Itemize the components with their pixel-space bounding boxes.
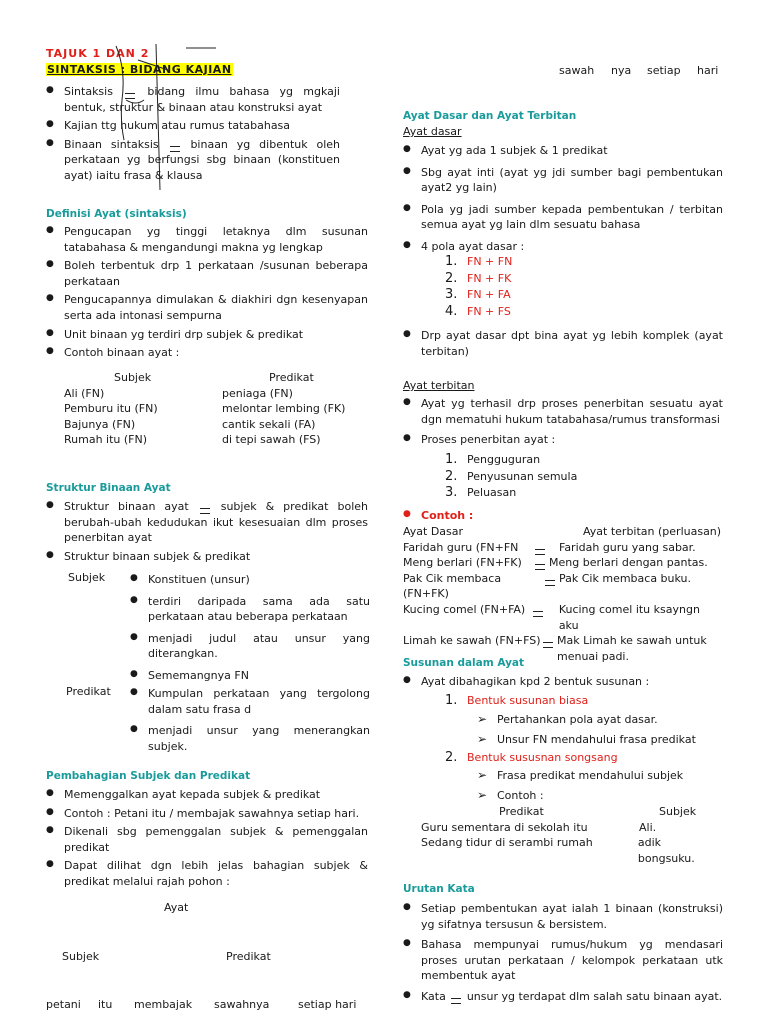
list-item: ➢ Pertahankan pola ayat dasar. xyxy=(403,712,723,728)
songsang-points xyxy=(403,768,723,807)
urutan-list xyxy=(403,901,723,1008)
table-cell: Rumah itu (FN) xyxy=(64,433,148,447)
definisi-list xyxy=(46,224,368,364)
subjek-points xyxy=(130,572,370,687)
list-item: ● Contoh binaan ayat : xyxy=(46,345,368,361)
col-header: Ayat terbitan (perluasan) xyxy=(583,525,722,538)
list-item: ● Struktur binaan subjek & predikat xyxy=(46,549,368,565)
list-item: ● Sememangnya FN xyxy=(130,668,370,684)
table-header: Subjek xyxy=(114,371,152,384)
tree-leaf: hari xyxy=(697,64,719,77)
list-item: ● Drp ayat dasar dpt bina ayat yg lebih komplek (ayat terbitan) xyxy=(403,328,723,359)
pembahagian-list xyxy=(46,787,368,893)
ayat-dasar-list xyxy=(403,143,723,258)
susunan-biasa xyxy=(403,693,723,710)
table-row: Kucing comel (FN+FA) Kucing comel itu ksayngn aku xyxy=(403,603,700,632)
col-header: Subjek xyxy=(659,805,697,818)
table-row: Meng berlari (FN+FK) Meng berlari dengan pantas. xyxy=(403,556,708,570)
pola-list xyxy=(403,254,723,320)
list-item: ● 4 pola ayat dasar : xyxy=(403,239,723,255)
contoh-comparison xyxy=(403,524,723,664)
list-item: ● Kata unsur yg terdapat dlm salah satu binaan ayat. xyxy=(403,989,723,1005)
list-item: 2. Bentuk sususnan songsang xyxy=(445,750,618,765)
equals-mark xyxy=(533,611,543,617)
contoh-table xyxy=(64,370,364,448)
table-header: Predikat xyxy=(269,371,314,384)
col-header: Predikat xyxy=(499,805,544,818)
equals-mark xyxy=(451,998,461,1004)
table-cell: Pemburu itu (FN) xyxy=(64,402,158,416)
tree-leaf: sawah xyxy=(559,64,595,77)
proses-list xyxy=(403,452,723,502)
table-cell: Bajunya (FN) xyxy=(64,417,136,431)
list-item: ● Sintaksis bidang ilmu bahasa yg mgkaji bentuk, struktur & binaan atau konstruksi ayat xyxy=(46,84,340,115)
list-item: ● Contoh : Petani itu / membajak sawahnya setiap hari. xyxy=(46,806,368,822)
table-row: Faridah guru (FN+FN Faridah guru yang sabar. xyxy=(403,540,696,554)
list-item: ● Kumpulan perkataan yang tergolong dalam satu frasa d xyxy=(130,686,370,717)
ayat-terbitan-list xyxy=(403,396,723,451)
list-item: ● Unit binaan yg terdiri drp subjek & predikat xyxy=(46,327,368,343)
list-item: ● Dapat dilihat dgn lebih jelas bahagian subjek & predikat melalui rajah pohon : xyxy=(46,858,368,889)
equals-mark xyxy=(535,564,545,570)
susunan-songsang xyxy=(403,750,723,767)
definisi-heading: Definisi Ayat (sintaksis) xyxy=(46,208,187,220)
table-row: Sedang tidur di serambi rumah adik bongsuku. xyxy=(421,836,695,865)
list-item: ● Dikenali sbg pemenggalan subjek & pemenggalan predikat xyxy=(46,824,368,855)
table-cell: cantik sekali (FA) xyxy=(222,417,316,431)
struktur-heading: Struktur Binaan Ayat xyxy=(46,482,171,494)
subjek-label: Subjek xyxy=(68,571,106,584)
list-item: 3. FN + FA xyxy=(445,287,511,303)
list-item: ● Ayat dibahagikan kpd 2 bentuk susunan : xyxy=(403,674,723,690)
table-cell: peniaga (FN) xyxy=(222,386,293,400)
list-item: 1. Bentuk susunan biasa xyxy=(445,693,589,708)
list-item: 4. FN + FS xyxy=(445,303,511,319)
list-item: ● Bahasa mempunyai rumus/hukum yg mendasari proses urutan perkataan / kelompok perkataan utk membentuk ayat xyxy=(403,937,723,984)
intro-list xyxy=(46,84,340,187)
list-item: 3. Peluasan xyxy=(445,485,517,501)
list-item: ● Pola yg jadi sumber kepada pembentukan / terbitan semua ayat yg lain dlm sesuatu bahasa xyxy=(403,202,723,233)
ayat-terbitan-subheading: Ayat terbitan xyxy=(403,379,475,392)
table-cell: Ali (FN) xyxy=(64,386,105,400)
ayat-dasar-heading: Ayat Dasar dan Ayat Terbitan xyxy=(403,110,577,122)
list-item: 1. FN + FN xyxy=(445,254,513,269)
list-item: 2. Penyusunan semula xyxy=(445,468,578,484)
list-item: ● terdiri daripada sama ada satu perkataan atau beberapa perkataan xyxy=(130,594,370,625)
table-cell: di tepi sawah (FS) xyxy=(222,433,321,447)
tree-subjek: Subjek xyxy=(62,950,100,963)
biasa-points xyxy=(403,712,723,751)
list-item: ● Contoh : xyxy=(403,508,723,524)
list-item: ● Ayat yg ada 1 subjek & 1 predikat xyxy=(403,143,723,159)
col-header: Ayat Dasar xyxy=(403,525,464,538)
predikat-points xyxy=(130,686,370,757)
tree-leaf: sawahnya xyxy=(214,998,270,1011)
table-row: Limah ke sawah (FN+FS) Mak Limah ke sawah untuk menuai padi. xyxy=(403,634,707,663)
list-item: 2. FN + FK xyxy=(445,270,512,286)
equals-mark xyxy=(170,146,180,152)
list-item: ● Sbg ayat inti (ayat yg jdi sumber bagi pembentukan ayat2 yg lain) xyxy=(403,165,723,196)
equals-mark xyxy=(535,549,545,555)
equals-mark xyxy=(200,508,210,514)
predikat-label: Predikat xyxy=(66,685,111,698)
susunan-list xyxy=(403,674,723,693)
list-item: 1. Pengguguran xyxy=(445,452,541,467)
list-item: ● Pengucapannya dimulakan & diakhiri dgn kesenyapan serta ada intonasi sempurna xyxy=(46,292,368,323)
struktur-list xyxy=(46,499,368,567)
tree-leaf: setiap xyxy=(647,64,681,77)
tree-predikat: Predikat xyxy=(226,950,271,963)
page-title: SINTAKSIS : BIDANG KAJIAN xyxy=(47,62,232,76)
list-item: ● Pengucapan yg tinggi letaknya dlm susunan tatabahasa & mengandungi makna yg lengkap xyxy=(46,224,368,255)
tree-leaf: petani xyxy=(46,998,81,1011)
urutan-heading: Urutan Kata xyxy=(403,883,475,895)
equals-mark xyxy=(543,642,553,648)
tree-leaf: itu xyxy=(98,998,113,1011)
tree-leaf: nya xyxy=(611,64,632,77)
list-item: ● menjadi judul atau unsur yang diterangkan. xyxy=(130,631,370,662)
songsang-example xyxy=(421,804,721,866)
ayat-dasar-subheading: Ayat dasar xyxy=(403,125,462,138)
tree-root: Ayat xyxy=(164,901,189,914)
list-item: ● Struktur binaan ayat subjek & predikat boleh berubah-ubah kedudukan ikut kesesuaian dlm proses penerbitan ayat xyxy=(46,499,368,546)
table-row: Pak Cik membaca (FN+FK) Pak Cik membaca buku. xyxy=(403,571,692,601)
list-item: ➢ Contoh : xyxy=(403,788,723,804)
list-item: ➢ Frasa predikat mendahului subjek xyxy=(403,768,723,784)
list-item: ● Memenggalkan ayat kepada subjek & predikat xyxy=(46,787,368,803)
equals-mark xyxy=(545,580,555,586)
table-row: Guru sementara di sekolah itu Ali. xyxy=(421,820,657,834)
list-item: ● Setiap pembentukan ayat ialah 1 binaan (konstruksi) yg sifatnya tersusun & bersistem. xyxy=(403,901,723,932)
list-item: ● Kajian ttg hukum atau rumus tatabahasa xyxy=(46,118,340,134)
list-item: ➢ Unsur FN mendahului frasa predikat xyxy=(403,732,723,748)
list-item: ● Boleh terbentuk drp 1 perkataan /susunan beberapa perkataan xyxy=(46,258,368,289)
after-pola-list xyxy=(403,328,723,362)
list-item: ● Proses penerbitan ayat : xyxy=(403,432,723,448)
table-cell: melontar lembing (FK) xyxy=(222,402,346,416)
list-item: ● menjadi unsur yang menerangkan subjek. xyxy=(130,723,370,754)
list-item: ● Binaan sintaksis binaan yg dibentuk oleh perkataan yg berfungsi sbg binaan (konstituen ayat) iaitu frasa & klausa xyxy=(46,137,340,184)
tajuk-heading: TAJUK 1 DAN 2 xyxy=(46,47,150,60)
list-item: ● Konstituen (unsur) xyxy=(130,572,370,588)
pembahagian-heading: Pembahagian Subjek dan Predikat xyxy=(46,770,251,782)
tree-leaf: membajak xyxy=(134,998,193,1011)
tree-leaf: setiap hari xyxy=(298,998,357,1011)
susunan-heading: Susunan dalam Ayat xyxy=(403,657,525,669)
list-item: ● Ayat yg terhasil drp proses penerbitan sesuatu ayat dgn mematuhi hukum tatabahasa/rumus transformasi xyxy=(403,396,723,427)
equals-mark xyxy=(125,93,135,99)
